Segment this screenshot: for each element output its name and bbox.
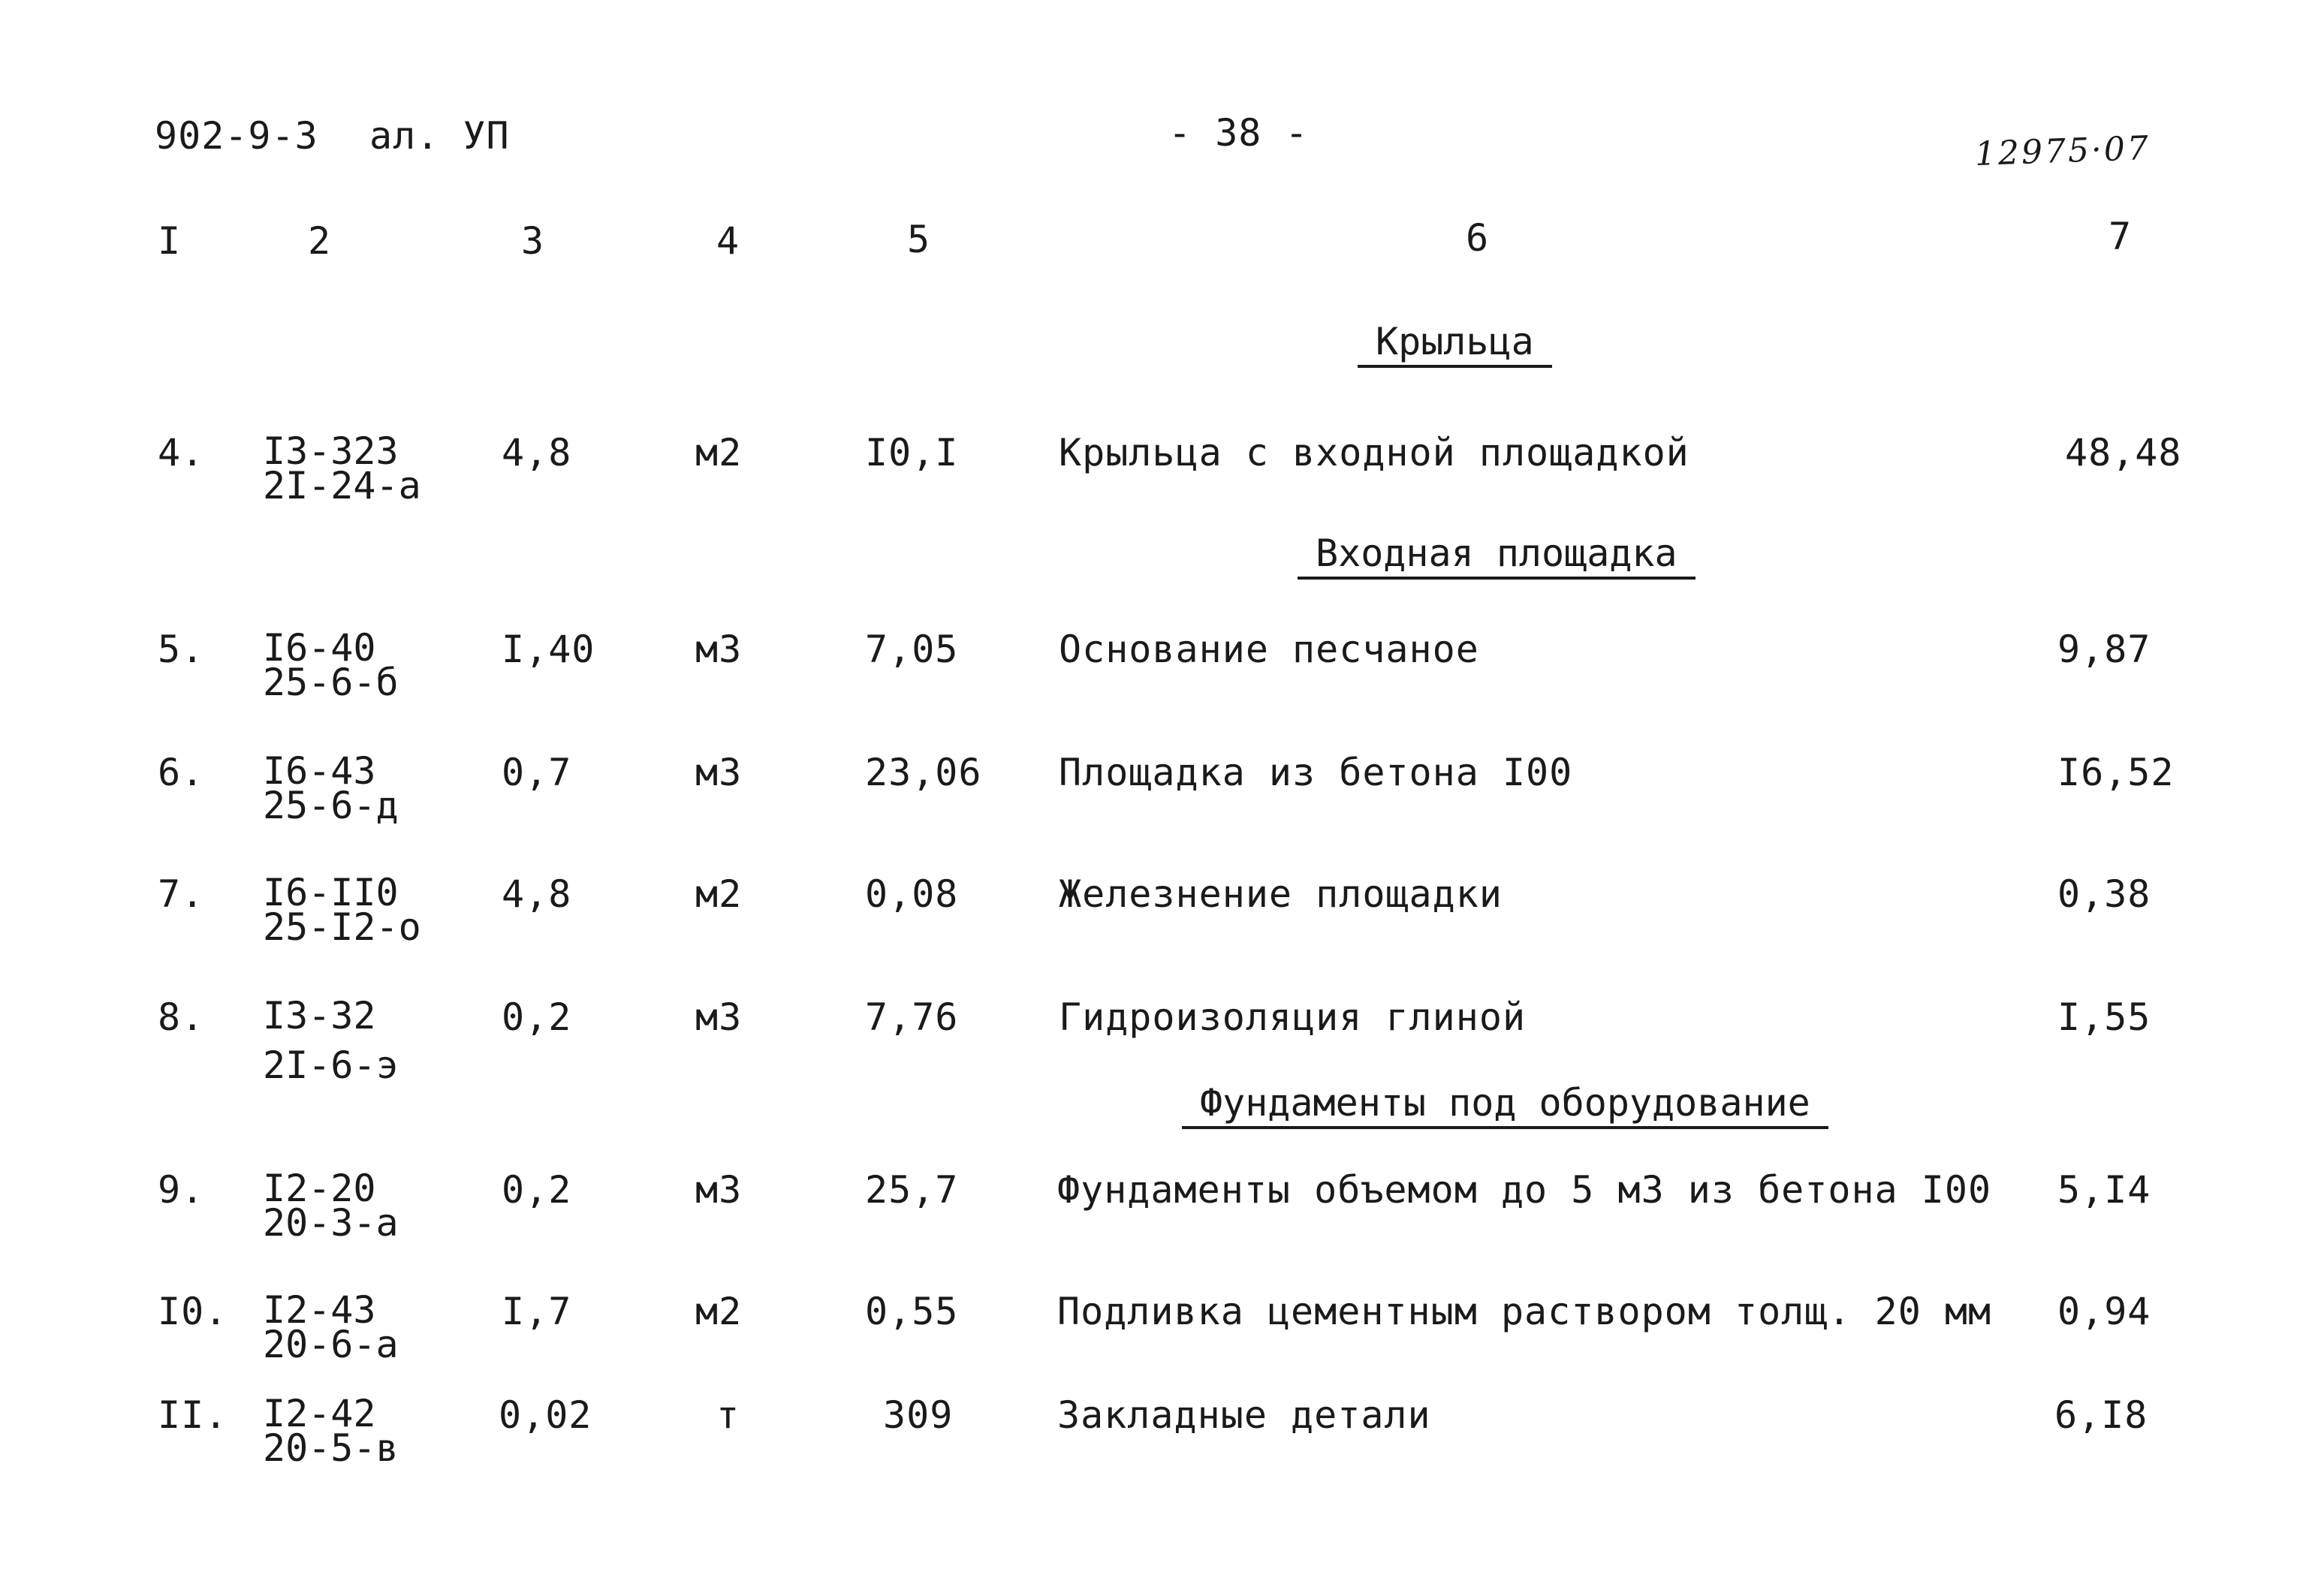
- work-description: Основание песчаное: [1059, 628, 1479, 671]
- column-header-7: 7: [2108, 215, 2132, 258]
- page-number: - 38 -: [1168, 111, 1309, 155]
- norm-code-secondary: 20-5-в: [263, 1426, 399, 1470]
- work-description: Закладные детали: [1057, 1393, 1431, 1437]
- row-number: 9.: [158, 1168, 205, 1212]
- norm-code-primary: I3-32: [263, 994, 376, 1037]
- work-description: Гидроизоляция глиной: [1059, 995, 1527, 1039]
- unit: м2: [695, 872, 743, 916]
- norm-code-secondary: 2I-6-э: [263, 1043, 399, 1087]
- section-title-porches: Крыльца: [1358, 323, 1552, 368]
- total-cost: 48,48: [2065, 431, 2182, 474]
- row-number: 5.: [158, 628, 205, 671]
- column-header-2: 2: [308, 219, 331, 263]
- total-cost: I6,52: [2057, 751, 2175, 794]
- unit: м3: [695, 995, 743, 1039]
- norm-code-secondary: 20-3-а: [263, 1201, 399, 1245]
- norm-code-primary: I6-43: [263, 749, 376, 793]
- row-number: 6.: [158, 751, 205, 794]
- column-header-1: I: [158, 219, 181, 263]
- total-cost: 0,38: [2057, 872, 2151, 916]
- work-description: Площадка из бетона I00: [1059, 751, 1573, 794]
- album-label: ал. УП: [369, 114, 510, 158]
- unit-price: 0,55: [865, 1290, 959, 1333]
- work-description: Железнение площадки: [1059, 872, 1503, 916]
- norm-code-primary: I2-42: [263, 1392, 376, 1435]
- column-header-4: 4: [716, 219, 740, 263]
- total-cost: 9,87: [2057, 628, 2151, 671]
- row-number: 7.: [158, 872, 205, 916]
- norm-code-secondary: 20-6-а: [263, 1323, 399, 1366]
- unit-price: 7,05: [865, 628, 959, 671]
- unit: м3: [695, 751, 743, 794]
- total-cost: 6,I8: [2054, 1393, 2148, 1437]
- unit: м2: [695, 1290, 743, 1333]
- total-cost: 5,I4: [2057, 1168, 2151, 1212]
- norm-code-primary: I2-43: [263, 1288, 376, 1332]
- row-number: 8.: [158, 995, 205, 1039]
- norm-code-primary: I2-20: [263, 1167, 376, 1210]
- unit-price: 309: [883, 1393, 954, 1437]
- norm-code-primary: I6-II0: [263, 871, 399, 914]
- unit: т: [716, 1393, 740, 1437]
- unit-price: I0,I: [865, 431, 959, 474]
- unit: м3: [695, 628, 743, 671]
- handwritten-number: 12975·07: [1974, 128, 2151, 174]
- norm-code-secondary: 25-6-д: [263, 784, 399, 827]
- work-description: Крыльца с входной площадкой: [1059, 431, 1689, 474]
- total-cost: 0,94: [2057, 1290, 2151, 1333]
- norm-code-primary: I6-40: [263, 626, 376, 670]
- total-cost: I,55: [2057, 995, 2151, 1039]
- row-number: II.: [158, 1393, 228, 1437]
- norm-code-primary: I3-323: [263, 429, 399, 473]
- quantity: 4,8: [502, 872, 572, 916]
- quantity: I,7: [502, 1290, 572, 1333]
- quantity: I,40: [502, 628, 595, 671]
- column-header-3: 3: [521, 219, 544, 263]
- unit-price: 7,76: [865, 995, 959, 1039]
- row-number: I0.: [158, 1290, 228, 1333]
- norm-code-secondary: 25-6-б: [263, 661, 399, 704]
- norm-code-secondary: 25-I2-о: [263, 905, 421, 949]
- quantity: 0,02: [499, 1393, 592, 1437]
- unit: м3: [695, 1168, 743, 1212]
- column-header-5: 5: [907, 218, 930, 261]
- doc-code: 902-9-3: [155, 114, 318, 158]
- section-title-equipment-foundations: Фундаменты под оборудование: [1182, 1084, 1828, 1129]
- work-description: Подливка цементным раствором толщ. 20 мм: [1057, 1290, 1992, 1333]
- quantity: 4,8: [502, 431, 572, 474]
- unit-price: 23,06: [865, 751, 982, 794]
- work-description: Фундаменты объемом до 5 м3 из бетона I00: [1057, 1168, 1992, 1212]
- section-title-entrance-platform: Входная площадка: [1298, 535, 1696, 580]
- quantity: 0,2: [502, 995, 572, 1039]
- unit-price: 25,7: [865, 1168, 959, 1212]
- quantity: 0,7: [502, 751, 572, 794]
- column-header-6: 6: [1466, 216, 1489, 260]
- quantity: 0,2: [502, 1168, 572, 1212]
- norm-code-secondary: 2I-24-a: [263, 464, 421, 507]
- unit-price: 0,08: [865, 872, 959, 916]
- unit: м2: [695, 431, 743, 474]
- row-number: 4.: [158, 431, 205, 474]
